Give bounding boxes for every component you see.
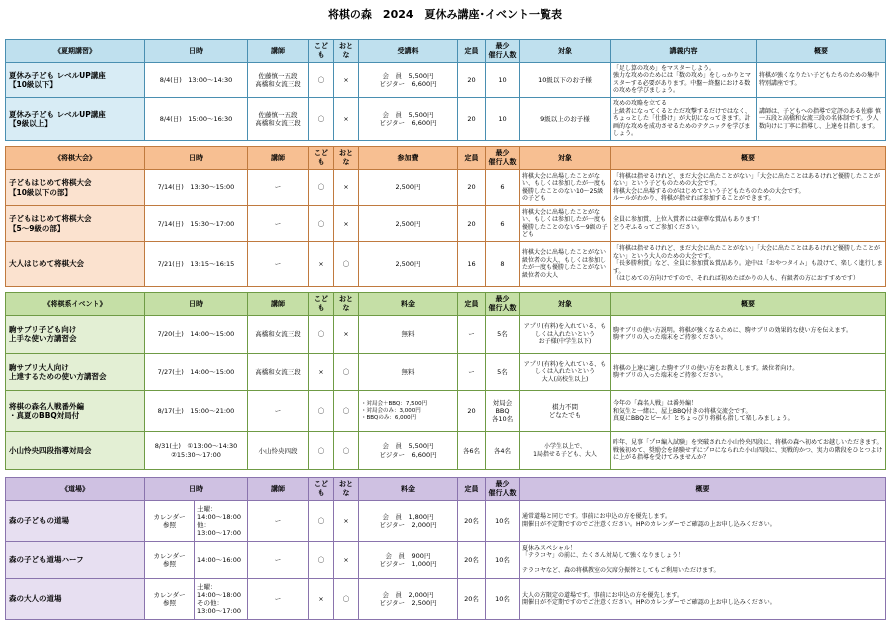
row-capacity: 20: [458, 97, 486, 140]
row-teacher: 高橋和女流三段: [248, 316, 309, 354]
row-adult: ×: [334, 316, 359, 354]
row-child: ×: [309, 353, 334, 391]
row-teacher: 高橋和女流三段: [248, 353, 309, 391]
section-tournament: [5, 146, 886, 287]
col-fee: 受講料: [359, 40, 458, 63]
col-min: 最少 催行人数: [486, 293, 520, 316]
row-adult: ×: [334, 97, 359, 140]
col-adult: おとな: [334, 147, 359, 170]
row-name: 大人はじめて将棋大会: [6, 242, 145, 287]
row-child: ×: [309, 579, 334, 620]
row-summary: 将棋が強くなりたい子どもたちのための集中特別講座です。: [757, 63, 886, 98]
row-datetime: 8/4(日) 15:00～16:30: [145, 97, 248, 140]
row-times: 土曜： 14:00～18:00 その他： 13:00～17:00: [195, 579, 248, 620]
row-teacher: ー: [248, 579, 309, 620]
row-target: 10級以下のお子様: [520, 63, 611, 98]
row-adult: ×: [334, 170, 359, 206]
row-summary: 今年の「森名人戦」は番外編！ 和気生と一緒に、屋上BBQ付きの将棋交流会です。 真夏にBBQとビール！とちょっぴり将棋も指して楽しみましょう。: [611, 391, 886, 432]
row-name: 森の子どもの道場: [6, 501, 145, 542]
row-summary: 夏休みスペシャル！ 「テラコヤ」の前に、たくさん対局して強くなりましょう！ テラコヤなど、森の将棋教室の欠席分振替としてもご利用いただけます。: [520, 541, 886, 579]
row-adult: 〇: [334, 432, 359, 470]
row-fee: 会 員 5,500円 ビジター 6,600円: [359, 432, 458, 470]
row-datetime: 8/31(土) ①13:00～14:30 ②15:30～17:00: [145, 432, 248, 470]
row-teacher: 小山怜央四段: [248, 432, 309, 470]
section-heading: 《夏期講習》: [6, 40, 145, 63]
row-summary: 大人の方限定の道場です。事前にお申込の方を優先します。 開催日が不定期ですのでご注意ください。HPのカレンダーでご確認の上お申し込みください。: [520, 579, 886, 620]
row-capacity: ー: [458, 353, 486, 391]
col-summary: 概要: [611, 293, 886, 316]
row-child: 〇: [309, 541, 334, 579]
row-child: 〇: [309, 432, 334, 470]
table-row: [6, 353, 886, 391]
table-row: [6, 242, 886, 287]
table-row: [6, 432, 886, 470]
col-adult: おとな: [334, 293, 359, 316]
col-child: こども: [309, 293, 334, 316]
page-title: 将棋の森 2024 夏休み講座･イベント一覧表: [327, 8, 563, 21]
row-adult: ×: [334, 206, 359, 242]
row-fee: 無料: [359, 316, 458, 354]
row-capacity: 20: [458, 63, 486, 98]
row-min: 6: [486, 206, 520, 242]
col-teacher: 講師: [248, 293, 309, 316]
section-dojo: [5, 477, 886, 620]
table-row: [6, 579, 886, 620]
col-capacity: 定員: [458, 293, 486, 316]
table-row: [6, 97, 886, 140]
row-summary: 「将棋は指せるけれど、まだ大会に出たことがない」「大会に出たことはあるけれど優勝したことがない」という子どものための大会です。 将棋大会に出場するのがはじめてという子どもたちのための大会です。 ルールがわかり、将棋が指せれば参加することができます。: [611, 170, 886, 206]
row-teacher: 佐藤慎一五段 高橋和女流三段: [248, 97, 309, 140]
col-child: こども: [309, 147, 334, 170]
row-name: 将棋の森名人戦番外編 ・真夏のBBQ対局付: [6, 391, 145, 432]
row-min: 6: [486, 170, 520, 206]
col-child: こども: [309, 478, 334, 501]
col-min: 最少 催行人数: [486, 40, 520, 63]
row-capacity: 20: [458, 170, 486, 206]
row-child: 〇: [309, 97, 334, 140]
row-fee: 2,500円: [359, 206, 458, 242]
table-row: [6, 391, 886, 432]
row-datetime: 8/17(土) 15:00～21:00: [145, 391, 248, 432]
row-child: 〇: [309, 316, 334, 354]
row-times: 14:00～16:00: [195, 541, 248, 579]
row-min: 10: [486, 97, 520, 140]
row-min: 5名: [486, 316, 520, 354]
row-datetime: 7/21(日) 13:15～16:15: [145, 242, 248, 287]
section-heading: 《将棋系イベント》: [6, 293, 145, 316]
col-summary: 概要: [757, 40, 886, 63]
row-summary: 昨年、見事「プロ編入試験」を突破された小山怜央四段に、将棋の森へ初めてお越しいただきます。 戦後初めて、奨励会を経験せずにプロになられた小山四段に、実戦的かつ、実力の階段をひとつよけに上がる指導を受けてみませんか？: [611, 432, 886, 470]
row-fee: 会 員 1,800円 ビジター 2,000円: [359, 501, 458, 542]
row-summary: 通常道場と同じです。事前にお申込の方を優先します。 開催日が不定期ですのでご注意ください。HPのカレンダーでご確認の上お申し込みください。: [520, 501, 886, 542]
row-teacher: ー: [248, 242, 309, 287]
row-name: 駒サブリ子ども向け 上手な使い方講習会: [6, 316, 145, 354]
row-capacity: 各6名: [458, 432, 486, 470]
row-capacity: 20: [458, 206, 486, 242]
table-row: [6, 541, 886, 579]
row-name: 夏休み子ども レベルUP講座 【10級以下】: [6, 63, 145, 98]
row-fee: 無料: [359, 353, 458, 391]
row-min: 8: [486, 242, 520, 287]
row-min: 10名: [486, 501, 520, 542]
col-adult: おとな: [334, 40, 359, 63]
col-summary: 概要: [611, 147, 886, 170]
col-datetime: 日時: [145, 293, 248, 316]
row-capacity: 20名: [458, 579, 486, 620]
col-min: 最少 催行人数: [486, 478, 520, 501]
col-summary: 概要: [520, 478, 886, 501]
row-capacity: 20名: [458, 541, 486, 579]
col-target: 対象: [520, 40, 611, 63]
row-teacher: ー: [248, 206, 309, 242]
row-teacher: ー: [248, 541, 309, 579]
row-adult: 〇: [334, 391, 359, 432]
section-events: [5, 292, 886, 470]
col-fee: 料金: [359, 478, 458, 501]
row-min: 10: [486, 63, 520, 98]
row-target: 将棋大会に出場したことがない級位者の大人、もしくは参加したが一度も優勝したことがない級位者の大人: [520, 242, 611, 287]
section-heading: 《将棋大会》: [6, 147, 145, 170]
row-adult: 〇: [334, 353, 359, 391]
row-adult: 〇: [334, 242, 359, 287]
row-datetime: 7/20(土) 14:00～15:00: [145, 316, 248, 354]
row-adult: 〇: [334, 579, 359, 620]
row-target: 将棋大会に出場したことがない、もしくは参加したが一度も優勝したことのない10～25級の子ども: [520, 170, 611, 206]
table-row: [6, 316, 886, 354]
col-capacity: 定員: [458, 147, 486, 170]
row-name: 夏休み子ども レベルUP講座 【9級以上】: [6, 97, 145, 140]
row-target: 9級以上のお子様: [520, 97, 611, 140]
row-fee: 会 員 2,000円 ビジター 2,500円: [359, 579, 458, 620]
row-target: 小学生以上で、 1局指せる子ども、大人: [520, 432, 611, 470]
row-child: 〇: [309, 63, 334, 98]
table-row: [6, 501, 886, 542]
section-summer-course: [5, 39, 886, 141]
row-name: 小山怜央四段指導対局会: [6, 432, 145, 470]
col-fee: 参加費: [359, 147, 458, 170]
row-teacher: ー: [248, 170, 309, 206]
row-content: 攻めの攻略を立てる 上級者になってくるとただ攻撃するだけではなく、ちょっとした「仕掛け」が大切になってきます。計画的な攻めを成功させるためのテクニックを学びましょう。: [611, 97, 757, 140]
row-datetime: カレンダー 参照: [145, 541, 195, 579]
col-adult: おとな: [334, 478, 359, 501]
col-capacity: 定員: [458, 40, 486, 63]
row-content: 「足し算の攻め」をマスターしよう。 強力な攻めのためには「数の攻め」をしっかりとマスターする必要があります。中盤～終盤における数の攻めを学びましょう。: [611, 63, 757, 98]
row-fee: 会 員 5,500円 ビジター 6,600円: [359, 63, 458, 98]
row-fee: 2,500円: [359, 170, 458, 206]
col-child: こども: [309, 40, 334, 63]
row-min: 10名: [486, 579, 520, 620]
row-fee: 会 員 5,500円 ビジター 6,600円: [359, 97, 458, 140]
row-min: 10名: [486, 541, 520, 579]
row-child: 〇: [309, 501, 334, 542]
row-teacher: ー: [248, 501, 309, 542]
row-summary: 講師は、子どもへの指導で定評のある佐藤 慎一五段と高橋和女流三段の名体制です。少人数向けに丁寧に指導し、上達を目指します。: [757, 97, 886, 140]
row-teacher: 佐藤慎一五段 高橋和女流三段: [248, 63, 309, 98]
row-summary: 「将棋は指せるけれど、まだ大会に出たことがない」「大会に出たことはあるけれど優勝したことがない」という大人のための大会です。 「長多勝利賞」など、全員に参加賞＆賞品あり。途中は「おやつタイム」も設けて、楽しく進行します。 （はじめての方向けですので、それれば初めたばかりの人も、有級者の方におすすめです）: [611, 242, 886, 287]
col-content: 講義内容: [611, 40, 757, 63]
row-child: 〇: [309, 170, 334, 206]
row-capacity: 20: [458, 391, 486, 432]
col-min: 最少 催行人数: [486, 147, 520, 170]
row-fee: ・対局会＋BBQ：7,500円 ・対局会のみ：3,000円 ・BBQのみ：6,000円: [359, 391, 458, 432]
col-datetime: 日時: [145, 147, 248, 170]
row-child: ×: [309, 242, 334, 287]
row-capacity: 20名: [458, 501, 486, 542]
row-datetime: 7/14(日) 13:30～15:00: [145, 170, 248, 206]
row-target: 棋力不問 どなたでも: [520, 391, 611, 432]
row-datetime: 7/27(土) 14:00～15:00: [145, 353, 248, 391]
table-row: [6, 206, 886, 242]
row-datetime: カレンダー 参照: [145, 579, 195, 620]
row-summary: 将棋の上達に適した駒サブリの使い方をお教えします。級位者向け。 駒サブリの入った端末をご持参ください。: [611, 353, 886, 391]
table-row: [6, 63, 886, 98]
row-child: 〇: [309, 206, 334, 242]
col-teacher: 講師: [248, 147, 309, 170]
section-heading: 《道場》: [6, 478, 145, 501]
row-capacity: ー: [458, 316, 486, 354]
row-target: 将棋大会に出場したことがない、もしくは参加したが一度も優勝したことのない5～9級の子ども: [520, 206, 611, 242]
row-min: 各4名: [486, 432, 520, 470]
row-name: 子どもはじめて将棋大会 【5～9級の部】: [6, 206, 145, 242]
row-target: アプリ(有料)を入れている、もしくは入れたいという 大人(高校生以上): [520, 353, 611, 391]
row-child: 〇: [309, 391, 334, 432]
col-target: 対象: [520, 147, 611, 170]
row-datetime: 8/4(日) 13:00～14:30: [145, 63, 248, 98]
col-teacher: 講師: [248, 478, 309, 501]
row-times: 土曜： 14:00～18:00 他： 13:00～17:00: [195, 501, 248, 542]
row-name: 森の子ども道場ハーフ: [6, 541, 145, 579]
row-name: 森の大人の道場: [6, 579, 145, 620]
col-fee: 料金: [359, 293, 458, 316]
col-datetime: 日時: [145, 478, 248, 501]
col-target: 対象: [520, 293, 611, 316]
table-row: [6, 170, 886, 206]
row-fee: 会 員 900円 ビジター 1,000円: [359, 541, 458, 579]
row-name: 駒サブリ大人向け 上達するための使い方講習会: [6, 353, 145, 391]
row-datetime: カレンダー 参照: [145, 501, 195, 542]
row-adult: ×: [334, 501, 359, 542]
row-fee: 2,500円: [359, 242, 458, 287]
col-capacity: 定員: [458, 478, 486, 501]
col-teacher: 講師: [248, 40, 309, 63]
row-summary: 駒サブリの使い方説明。将棋が強くなるために、駒サブリの効果的な使い方を伝えます。 駒サブリの入った端末をご持参ください。: [611, 316, 886, 354]
row-name: 子どもはじめて将棋大会 【10級以下の部】: [6, 170, 145, 206]
row-teacher: ー: [248, 391, 309, 432]
row-capacity: 16: [458, 242, 486, 287]
row-adult: ×: [334, 541, 359, 579]
row-min: 5名: [486, 353, 520, 391]
row-summary: 全員に参加賞、上位入賞者には豪華な賞品もあります！ どうぞふるってご参加ください。: [611, 206, 886, 242]
row-datetime: 7/14(日) 15:30～17:00: [145, 206, 248, 242]
row-adult: ×: [334, 63, 359, 98]
row-min: 対局会 BBQ 各10名: [486, 391, 520, 432]
row-target: アプリ(有料)を入れている、もしくは入れたいという お子様(中学生以下): [520, 316, 611, 354]
col-datetime: 日時: [145, 40, 248, 63]
